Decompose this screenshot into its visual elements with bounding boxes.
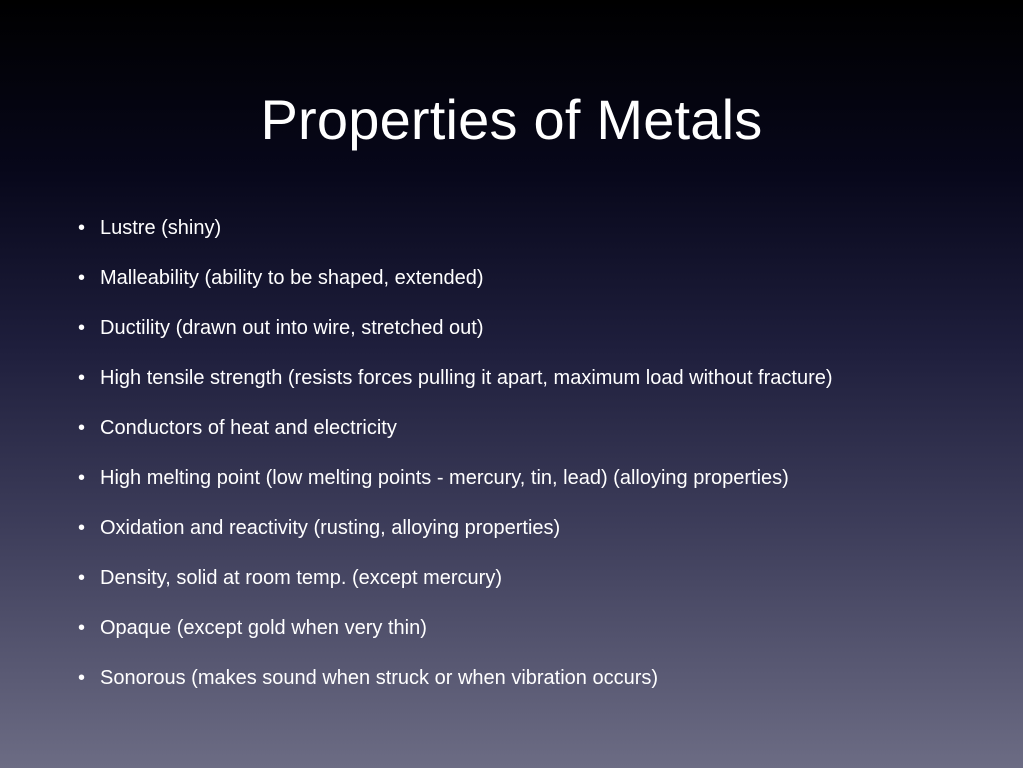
bullet-text: Oxidation and reactivity (rusting, alloying properties) <box>100 517 561 539</box>
bullet-text: High tensile strength (resists forces pulling it apart, maximum load without fracture) <box>100 367 833 389</box>
bullet-text: Sonorous (makes sound when struck or when vibration occurs) <box>100 667 659 689</box>
bullet-item <box>70 608 1000 658</box>
bullet-dot-icon: • <box>78 317 86 339</box>
bullet-item <box>70 408 1000 458</box>
bullet-item <box>70 358 1000 408</box>
bullet-text: Ductility (drawn out into wire, stretched out) <box>100 317 484 339</box>
bullet-dot-icon: • <box>78 617 86 639</box>
bullet-text: High melting point (low melting points - mercury, tin, lead) (alloying properties) <box>100 467 789 489</box>
bullet-dot-icon: • <box>78 367 86 389</box>
bullet-item <box>70 558 1000 608</box>
bullet-dot-icon: • <box>78 417 86 439</box>
bullet-item <box>70 458 1000 508</box>
bullet-dot-icon: • <box>78 467 86 489</box>
bullet-dot-icon: • <box>78 517 86 539</box>
slide-title: Properties of Metals <box>260 88 763 151</box>
bullet-text: Malleability (ability to be shaped, extended) <box>100 267 484 289</box>
bullet-item <box>70 308 1000 358</box>
bullet-list <box>70 208 1000 708</box>
bullet-dot-icon: • <box>78 217 86 239</box>
bullet-text: Lustre (shiny) <box>100 217 222 239</box>
bullet-dot-icon: • <box>78 667 86 689</box>
bullet-text: Conductors of heat and electricity <box>100 417 397 439</box>
bullet-text: Opaque (except gold when very thin) <box>100 617 427 639</box>
bullet-item <box>70 508 1000 558</box>
bullet-dot-icon: • <box>78 267 86 289</box>
bullet-text: Density, solid at room temp. (except mercury) <box>100 567 502 589</box>
bullet-item <box>70 658 1000 708</box>
bullet-item <box>70 208 1000 258</box>
bullet-dot-icon: • <box>78 567 86 589</box>
bullet-item <box>70 258 1000 308</box>
